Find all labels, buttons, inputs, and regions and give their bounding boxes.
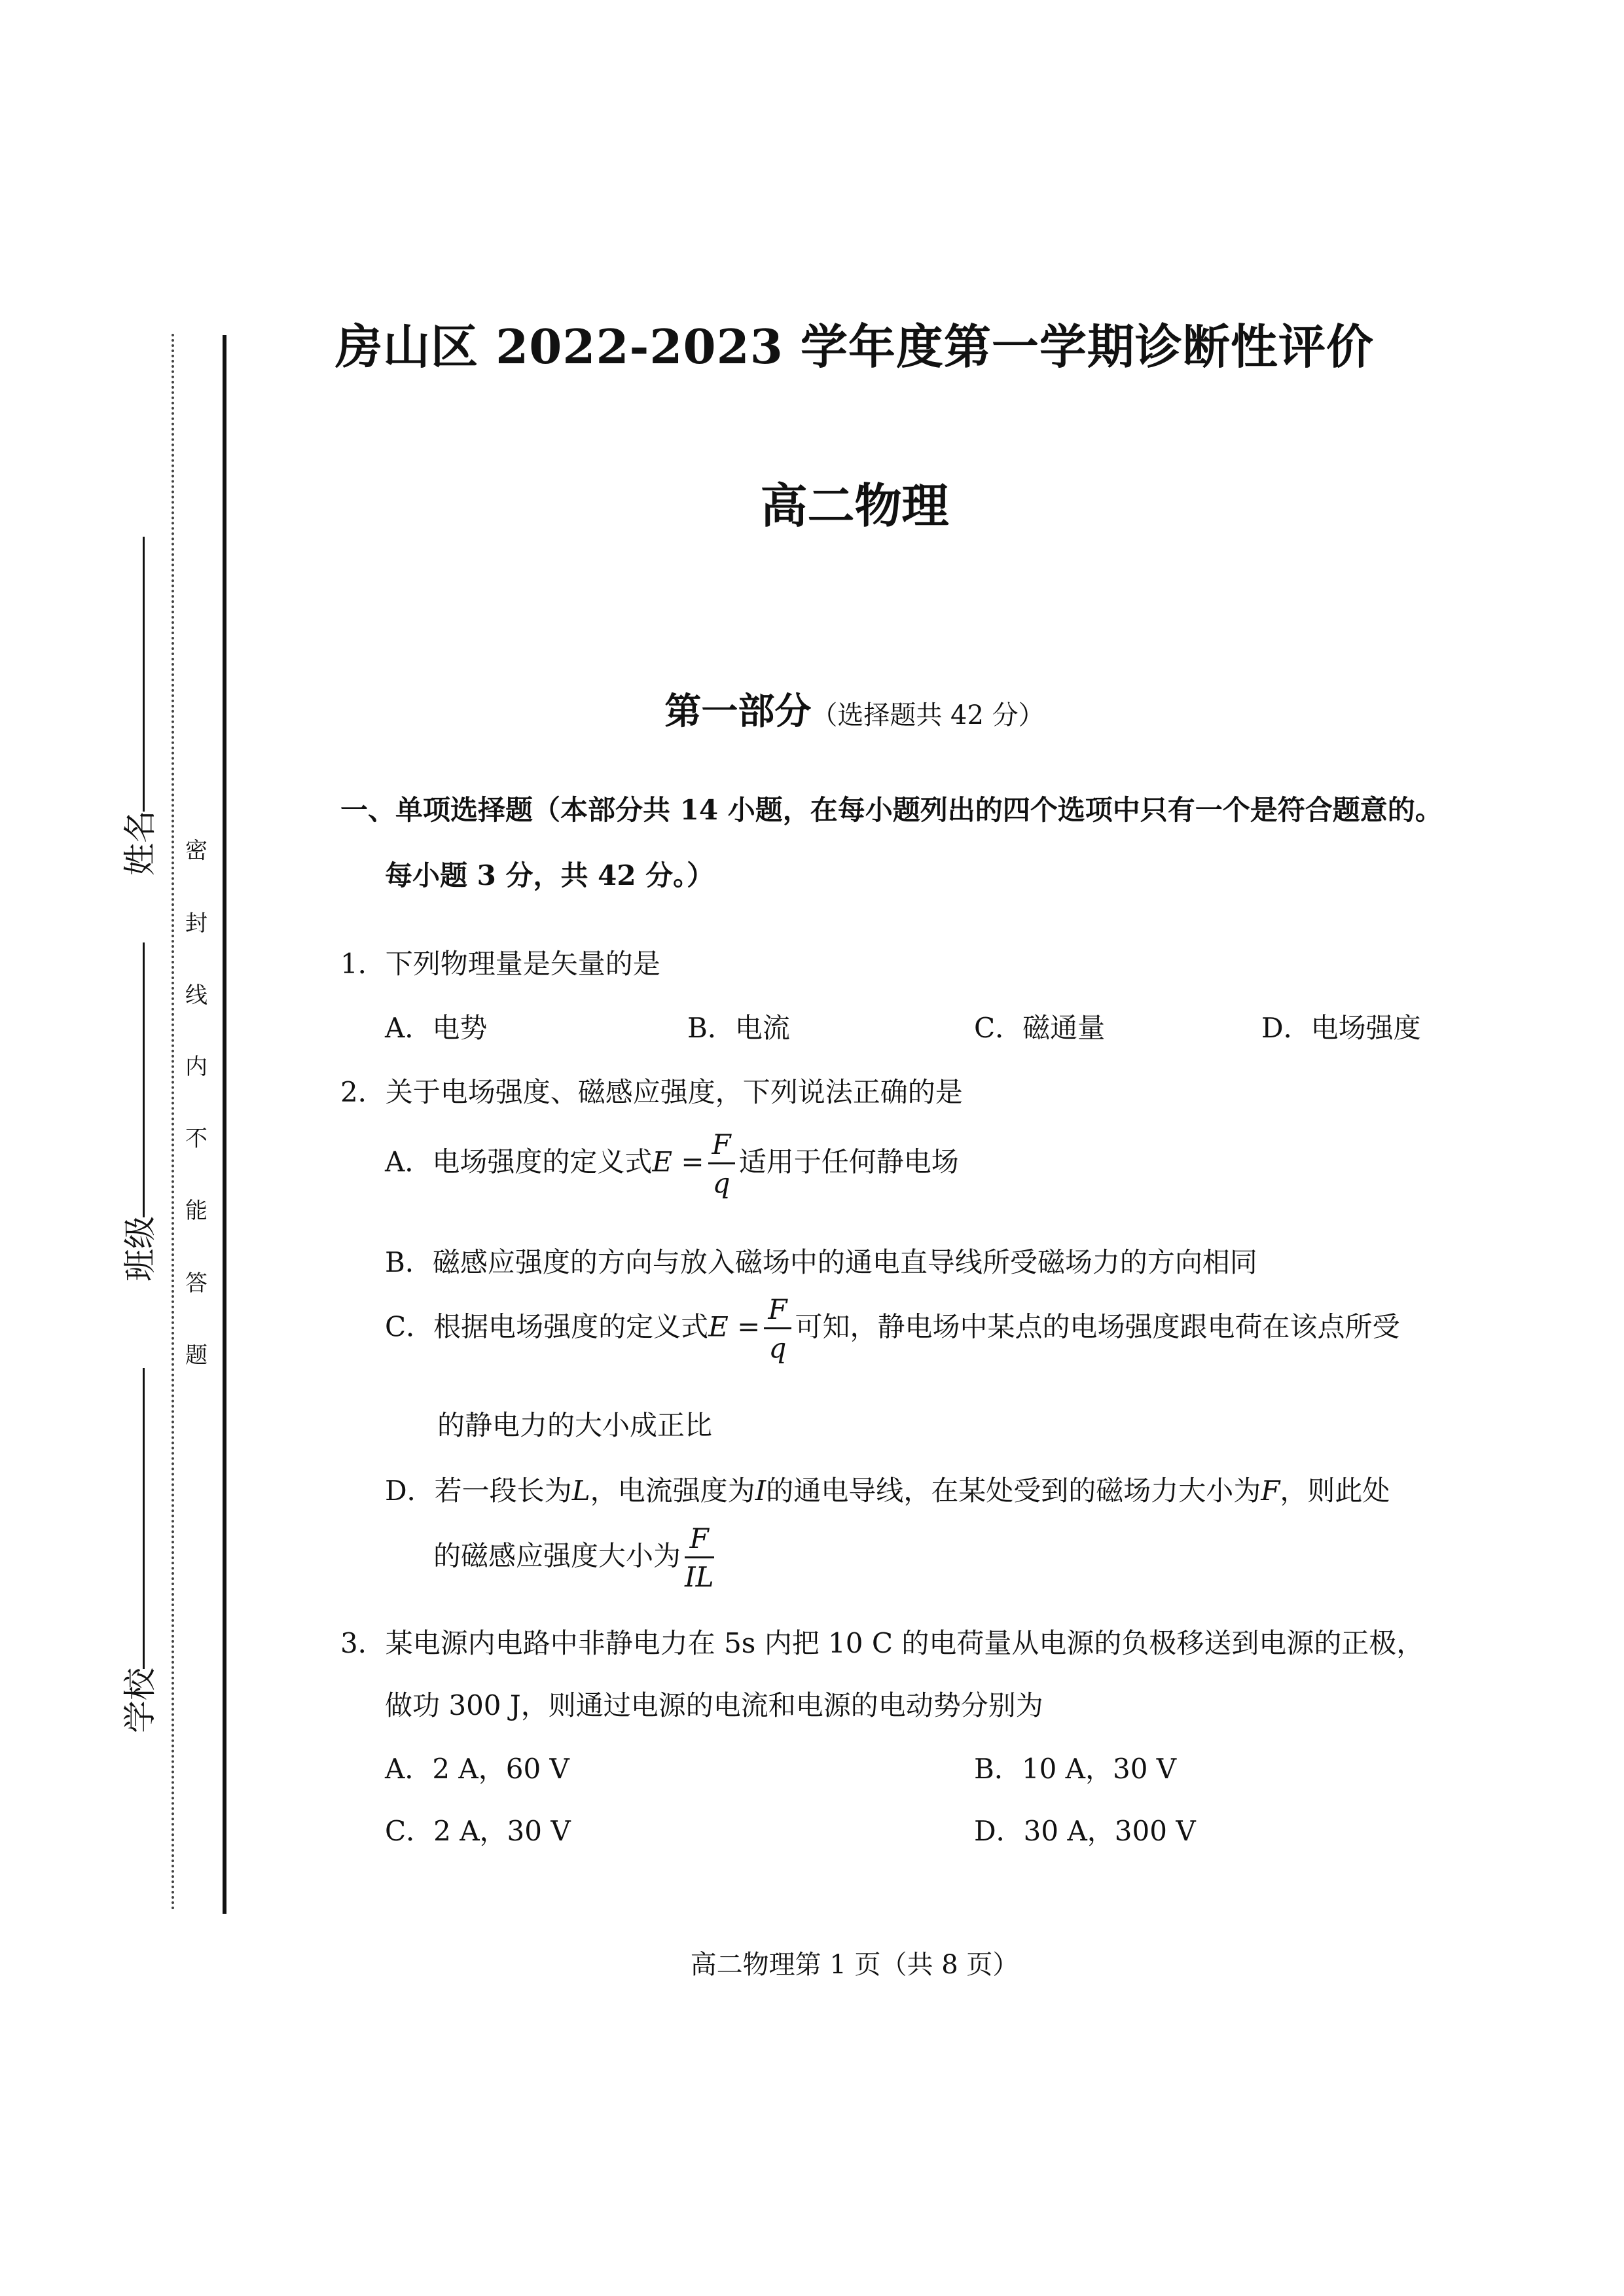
fraction-numerator: F bbox=[708, 1131, 735, 1164]
seal-char: 密 bbox=[185, 838, 208, 864]
q3-option-a: A．2 A，60 V bbox=[385, 1753, 569, 1785]
section-instruction-line2: 每小题 3 分，共 42 分。） bbox=[385, 859, 715, 891]
q2-d-text: ，电流强度为 bbox=[590, 1475, 755, 1507]
name-label: 姓名 bbox=[121, 810, 159, 876]
q2-d-text: D．若一段长为 bbox=[385, 1475, 572, 1507]
class-underline bbox=[143, 942, 145, 1217]
q3-option-d: D．30 A，300 V bbox=[974, 1815, 1196, 1847]
fraction-denominator: q bbox=[712, 1167, 731, 1199]
seal-char: 题 bbox=[185, 1342, 208, 1369]
page-footer: 高二物理第 1 页（共 8 页） bbox=[690, 1950, 1019, 1980]
seal-char: 不 bbox=[185, 1126, 208, 1152]
seal-char: 内 bbox=[185, 1054, 208, 1080]
q2-stem: 2．关于电场强度、磁感应强度，下列说法正确的是 bbox=[340, 1076, 963, 1108]
school-label: 学校 bbox=[121, 1668, 159, 1733]
school-field[interactable] bbox=[92, 1368, 183, 1733]
exam-title: 房山区 2022-2023 学年度第一学期诊断性评价 bbox=[335, 319, 1374, 374]
q1-option-d: D．电场强度 bbox=[1261, 1012, 1421, 1044]
q2-option-b: B．磁感应强度的方向与放入磁场中的通电直导线所受磁场力的方向相同 bbox=[385, 1246, 1257, 1278]
seal-char: 答 bbox=[185, 1270, 208, 1297]
formula-lhs: E = bbox=[652, 1145, 704, 1178]
q2-d-text: 的通电导线，在某处受到的磁场力大小为 bbox=[766, 1475, 1261, 1507]
q3-option-b: B．10 A，30 V bbox=[974, 1753, 1177, 1785]
q1-option-b: B．电流 bbox=[687, 1012, 790, 1044]
q3-option-c: C．2 A，30 V bbox=[385, 1815, 571, 1847]
exam-subject: 高二物理 bbox=[760, 478, 949, 533]
class-label: 班级 bbox=[121, 1216, 159, 1282]
seal-char: 能 bbox=[185, 1198, 208, 1224]
q2-c-text-post: 可知，静电场中某点的电场强度跟电荷在该点所受 bbox=[795, 1310, 1400, 1343]
formula-lhs: E = bbox=[708, 1310, 761, 1343]
fraction bbox=[764, 1293, 791, 1364]
school-underline bbox=[143, 1368, 145, 1669]
fraction-denominator: q bbox=[768, 1332, 787, 1364]
q3-stem-line2: 做功 300 J，则通过电源的电流和电源的电动势分别为 bbox=[385, 1689, 1043, 1721]
name-underline bbox=[143, 537, 145, 812]
q2-option-c bbox=[385, 1293, 1400, 1364]
q1-stem: 1．下列物理量是矢量的是 bbox=[340, 948, 660, 980]
part-heading bbox=[0, 683, 1624, 735]
q2-a-text-post: 适用于任何静电场 bbox=[738, 1145, 959, 1178]
fraction bbox=[685, 1522, 714, 1593]
fraction-numerator: F bbox=[764, 1296, 791, 1329]
seal-char: 封 bbox=[185, 910, 208, 937]
q2-a-text: A．电场强度的定义式 bbox=[385, 1145, 653, 1178]
q2-option-c-cont: 的静电力的大小成正比 bbox=[437, 1409, 713, 1441]
fraction-numerator: F bbox=[685, 1525, 713, 1558]
var-I: I bbox=[755, 1475, 767, 1507]
q2-option-d bbox=[385, 1469, 1390, 1509]
var-F: F bbox=[1261, 1475, 1280, 1507]
seal-char: 线 bbox=[185, 982, 208, 1009]
fraction-denominator: IL bbox=[685, 1561, 714, 1593]
q2-option-d-cont bbox=[433, 1522, 718, 1593]
part-name: 第一部分 bbox=[664, 690, 812, 733]
fraction bbox=[708, 1128, 735, 1199]
var-L: L bbox=[571, 1475, 590, 1507]
part-note: （选择题共 42 分） bbox=[811, 700, 1045, 730]
q2-d-cont-text: 的磁感应强度大小为 bbox=[433, 1539, 681, 1572]
q1-option-a: A．电势 bbox=[385, 1012, 488, 1044]
section-instruction-line1: 一、单项选择题（本部分共 14 小题，在每小题列出的四个选项中只有一个是符合题意的。 bbox=[340, 794, 1443, 826]
q2-d-text: ，则此处 bbox=[1280, 1475, 1390, 1507]
q2-c-text: C．根据电场强度的定义式 bbox=[385, 1310, 709, 1343]
q3-stem-line1: 3．某电源内电路中非静电力在 5s 内把 10 C 的电荷量从电源的负极移送到电源的正极， bbox=[340, 1627, 1424, 1659]
class-field[interactable] bbox=[92, 942, 183, 1282]
q1-option-c: C．磁通量 bbox=[974, 1012, 1106, 1044]
seal-thick-line bbox=[223, 335, 226, 1914]
q2-option-a bbox=[385, 1128, 959, 1199]
